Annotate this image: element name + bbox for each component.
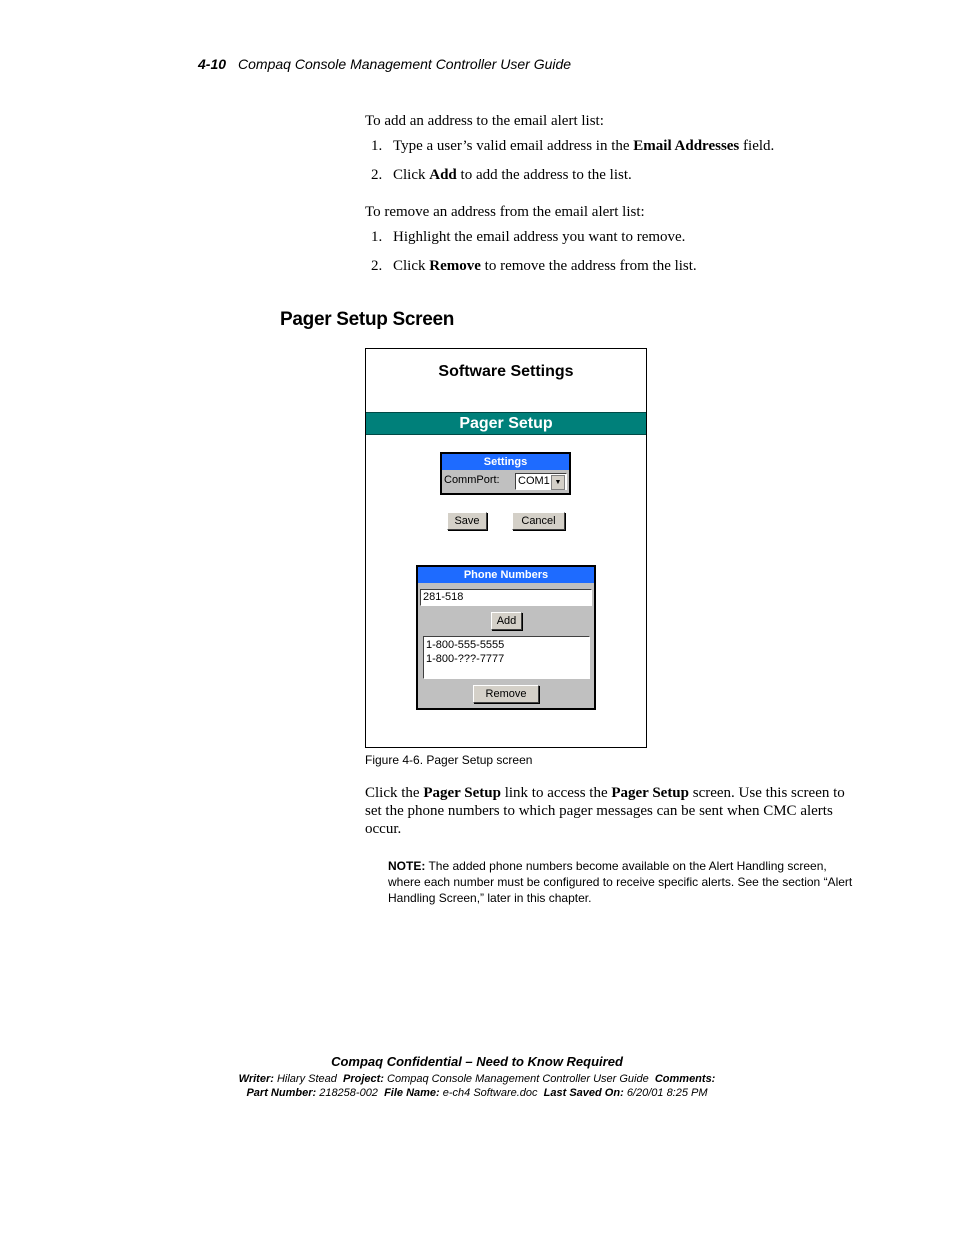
phone-numbers-panel [416,565,596,710]
book-title: Compaq Console Management Controller User Guide [238,56,572,72]
commport-select[interactable] [515,473,567,490]
settings-row [442,470,569,493]
part-number-value: 218258-002 [319,1087,378,1099]
save-button[interactable]: Save [447,512,487,530]
paragraph-bold: Pager Setup [423,785,501,801]
step-text: to remove the address from the list. [480,258,697,274]
step-text: Highlight the email address you want to remove. [393,229,686,245]
project-label: Project: [343,1073,384,1085]
paragraph-text: link to access the [500,785,612,801]
cancel-button[interactable]: Cancel [512,512,565,530]
confidential-notice: Compaq Confidential – Need to Know Required [331,1054,623,1069]
settings-panel-header: Settings [442,454,569,470]
file-name-label: File Name: [384,1087,440,1099]
part-number-label: Part Number: [246,1087,317,1099]
pager-setup-paragraph [365,784,853,838]
last-saved-value: 6/20/01 8:25 PM [626,1087,708,1099]
add-button[interactable]: Add [491,612,522,630]
add-intro: To add an address to the email alert list: [365,113,604,129]
last-saved-label: Last Saved On: [543,1087,624,1099]
comments-label: Comments: [654,1073,716,1085]
note-text: The added phone numbers become available on the Alert Handling screen, where each number must be configured to receive specific alerts. See the section “Alert Handling Screen,” later in this chapter. [388,859,853,905]
software-settings-title: Software Settings [438,363,574,380]
phone-number-input[interactable]: 281-518 [420,589,592,606]
add-step-1 [371,137,774,155]
remove-step-2 [371,257,697,275]
remove-intro: To remove an address from the email alert list: [365,204,645,220]
step-text: to add the address to the list. [456,167,632,183]
file-name-value: e-ch4 Software.doc [442,1087,538,1099]
section-heading: Pager Setup Screen [280,309,455,330]
page-number: 4-10 [198,56,227,72]
project-value: Compaq Console Management Controller User Guide [387,1073,649,1085]
paragraph-bold: Pager Setup [611,785,689,801]
figure-caption: Figure 4-6. Pager Setup screen [365,753,533,767]
phone-number-list[interactable] [423,636,590,679]
note [388,858,858,906]
step-text: Click [393,167,430,183]
step-bold: Email Addresses [633,138,740,154]
step-number: 2. [371,258,383,274]
step-number: 1. [371,138,383,154]
footer-line-1 [0,1073,954,1085]
step-text: Click [393,258,430,274]
step-number: 2. [371,167,383,183]
commport-label: CommPort: [444,474,500,486]
running-head [198,56,571,72]
step-text: field. [739,138,775,154]
paragraph-text: screen. Use this screen to set the phone numbers to which pager messages can be sent when CMC alerts occur. [365,785,845,837]
pager-setup-band: Pager Setup [366,412,646,435]
step-bold: Remove [429,258,481,274]
list-item[interactable]: 1-800-555-5555 [426,639,505,651]
writer-label: Writer: [238,1073,274,1085]
remove-button[interactable]: Remove [473,685,539,703]
commport-value: COM1 [518,475,550,487]
note-label: NOTE: [388,859,426,873]
writer-value: Hilary Stead [276,1073,337,1085]
step-text: Type a user’s valid email address in the [393,138,634,154]
footer-line-2 [0,1087,954,1099]
remove-step-1 [371,228,685,246]
step-bold: Add [429,167,457,183]
chevron-down-icon[interactable]: ▼ [551,475,565,490]
paragraph-text: Click the [365,785,424,801]
add-step-2 [371,166,632,184]
step-number: 1. [371,229,383,245]
pager-setup-figure [365,348,647,748]
settings-panel [440,452,571,495]
list-item[interactable]: 1-800-???-7777 [426,653,505,665]
phone-numbers-header: Phone Numbers [418,567,594,583]
